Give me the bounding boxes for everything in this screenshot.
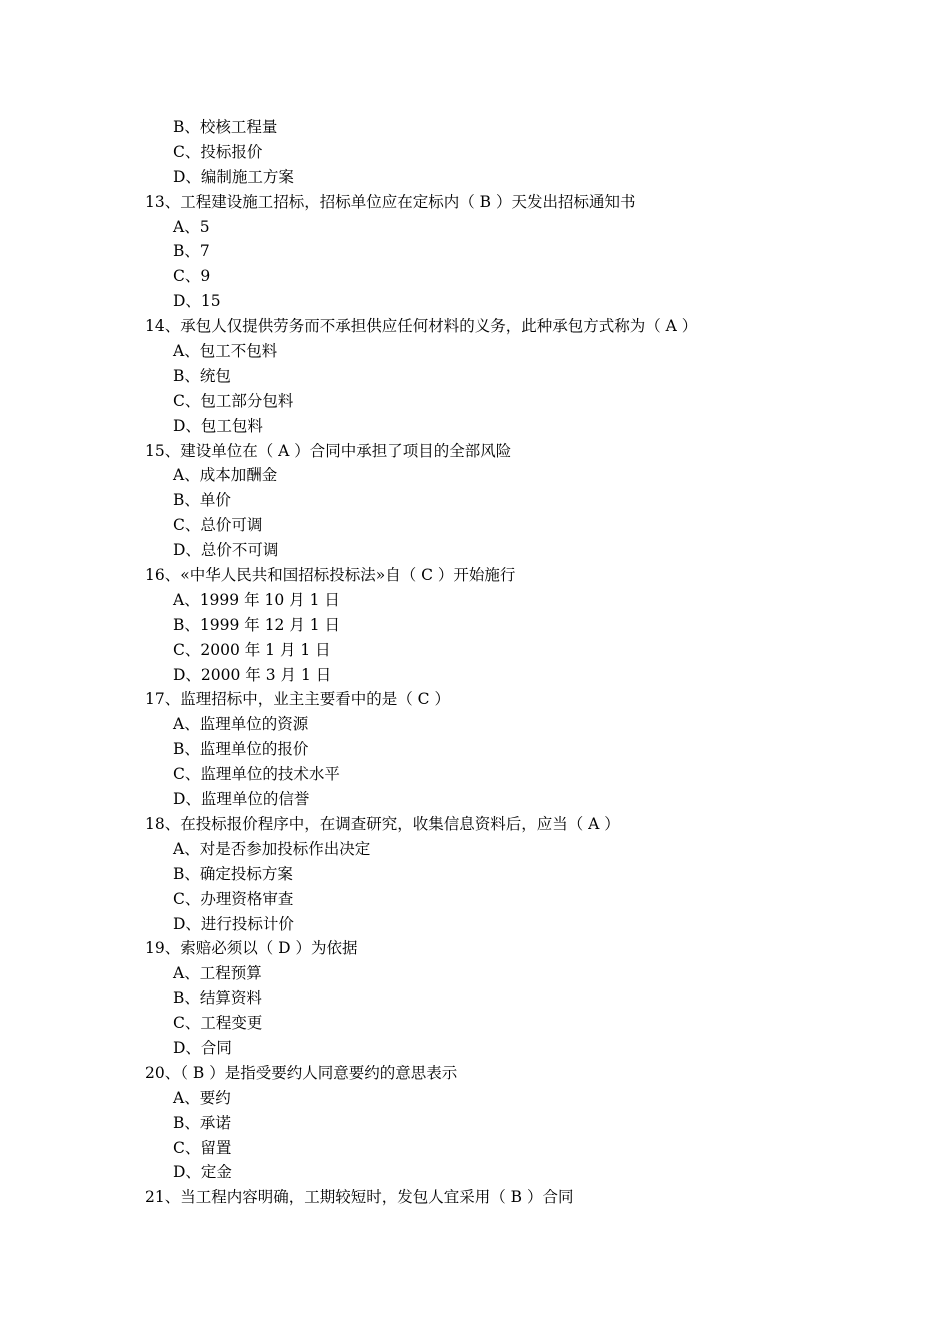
answer-option: B、7 [173, 242, 210, 261]
answer-option: D、总价不可调 [173, 541, 279, 560]
answer-option: A、包工不包料 [173, 342, 278, 361]
answer-option: D、定金 [173, 1163, 232, 1182]
question-text: 19、索赔必须以（ D ）为依据 [145, 939, 358, 958]
answer-option: A、1999 年 10 月 1 日 [173, 590, 340, 609]
question-text: 21、当工程内容明确，工期较短时，发包人宜采用（ B ）合同 [145, 1188, 574, 1207]
answer-option: B、承诺 [173, 1113, 231, 1132]
answer-option: A、监理单位的资源 [173, 715, 309, 734]
answer-option: B、统包 [173, 366, 231, 385]
question-text: 13、工程建设施工招标，招标单位应在定标内（ B ）天发出招标通知书 [145, 192, 636, 211]
question-text: 15、建设单位在（ A ）合同中承担了项目的全部风险 [145, 441, 512, 460]
answer-option: C、留置 [173, 1138, 232, 1157]
answer-option: B、1999 年 12 月 1 日 [173, 615, 341, 634]
question-text: 20、（ B ）是指受要约人同意要约的意思表示 [145, 1063, 458, 1082]
answer-option: C、工程变更 [173, 1014, 263, 1033]
answer-option: B、结算资料 [173, 989, 262, 1008]
answer-option: C、包工部分包料 [173, 391, 294, 410]
question-text: 16、«中华人民共和国招标投标法»自（ C ）开始施行 [145, 566, 516, 585]
answer-option: B、监理单位的报价 [173, 740, 309, 759]
answer-option: D、2000 年 3 月 1 日 [173, 665, 332, 684]
answer-option: B、单价 [173, 491, 231, 510]
question-text: 17、监理招标中，业主主要看中的是（ C ） [145, 690, 450, 709]
answer-option: D、包工包料 [173, 416, 263, 435]
answer-option: B、校核工程量 [173, 118, 278, 136]
answer-option: B、确定投标方案 [173, 864, 293, 883]
answer-option: C、办理资格审查 [173, 889, 294, 908]
answer-option: A、工程预算 [173, 964, 262, 983]
answer-option: A、对是否参加投标作出决定 [173, 839, 371, 858]
answer-option: C、2000 年 1 月 1 日 [173, 640, 331, 659]
answer-option: D、进行投标计价 [173, 914, 294, 933]
answer-option: C、总价可调 [173, 516, 263, 535]
answer-option: C、投标报价 [173, 142, 263, 161]
answer-option: A、成本加酬金 [173, 466, 278, 485]
question-text: 14、承包人仅提供劳务而不承担供应任何材料的义务，此种承包方式称为（ A ） [145, 317, 698, 336]
answer-option: D、15 [173, 292, 221, 311]
answer-option: C、9 [173, 267, 211, 286]
answer-option: A、要约 [173, 1088, 231, 1107]
answer-option: D、监理单位的信誉 [173, 790, 310, 809]
question-text: 18、在投标报价程序中，在调查研究，收集信息资料后，应当（ A ） [145, 814, 620, 833]
answer-option: C、监理单位的技术水平 [173, 765, 340, 784]
answer-option: D、编制施工方案 [173, 167, 294, 186]
answer-option: A、5 [173, 217, 210, 236]
answer-option: D、合同 [173, 1038, 232, 1057]
document-page [0, 115, 950, 1210]
